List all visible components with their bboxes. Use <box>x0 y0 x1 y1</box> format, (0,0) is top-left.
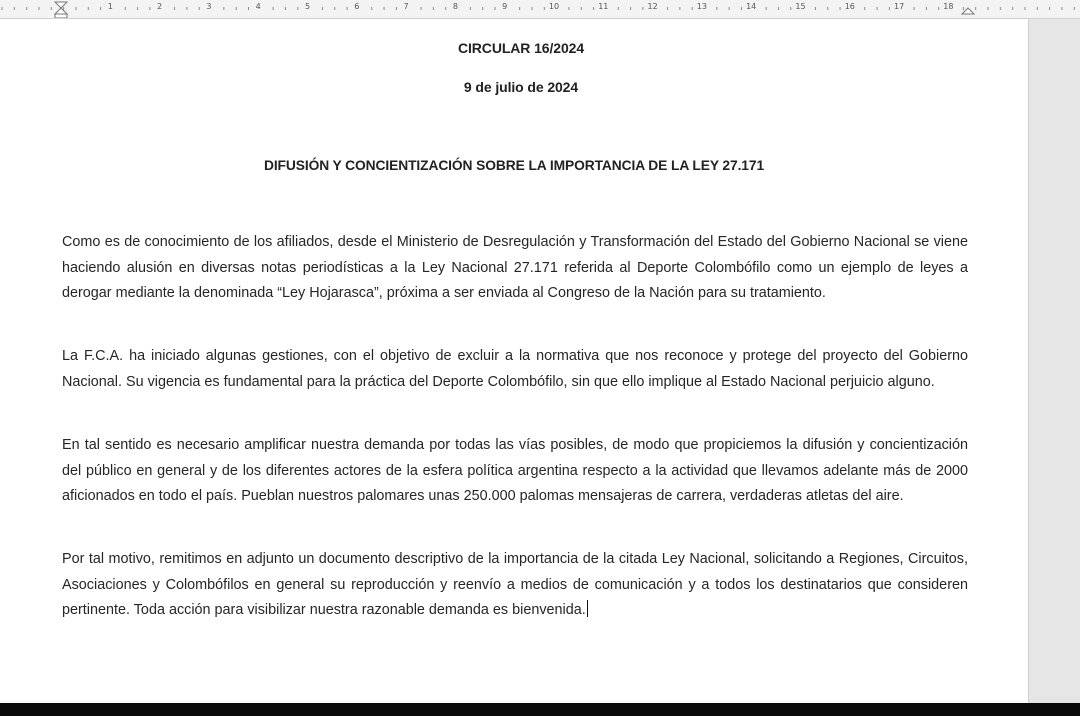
ruler-number: 7 <box>403 2 409 11</box>
paragraph-4[interactable] <box>62 547 968 624</box>
ruler-number: 8 <box>452 2 458 11</box>
paragraph-3[interactable]: En tal sentido es necesario amplificar nuestra demanda por todas las vías posibles, de modo que propiciemos la difusión y concientización del público en general y de los diferentes actores de la esfera política argentina respecto a la actividad que llevamos adelante más de 2000 aficionados en todo el país. Pueblan nuestros palomares unas 250.000 palomas mensajeras de carrera, verdaderas atletas del aire. <box>62 437 968 505</box>
paragraph-4-text: Por tal motivo, remitimos en adjunto un documento descriptivo de la importancia de la citada Ley Nacional, solicitando a Regiones, Circuitos, Asociaciones y Colombófilos en general su reproducción y reenvío a medios de comunicación y a todos los destinatarios que consideren pertinente. Toda acción para visibilizar nuestra razonable demanda es bienvenida. <box>62 551 968 619</box>
horizontal-ruler[interactable] <box>0 0 1080 19</box>
left-indent-box <box>55 14 67 18</box>
ruler-number: 17 <box>894 2 905 11</box>
document-page[interactable] <box>0 19 1029 703</box>
document-canvas <box>0 19 1080 703</box>
ruler-number: 15 <box>795 2 806 11</box>
document-title[interactable]: DIFUSIÓN Y CONCIENTIZACIÓN SOBRE LA IMPORTANCIA DE LA LEY 27.171 <box>263 158 765 173</box>
bottom-edge <box>0 703 1080 716</box>
ruler-number: 9 <box>502 2 508 11</box>
text-cursor <box>587 600 588 617</box>
ruler-number: 14 <box>746 2 757 11</box>
ruler-number: 16 <box>844 2 855 11</box>
paragraph-2[interactable]: La F.C.A. ha iniciado algunas gestiones, con el objetivo de excluir a la normativa que nos reconoce y protege del proyecto del Gobierno Nacional. Su vigencia es fundamental para la práctica del Deporte Colombófilo, sin que ello implique al Estado Nacional perjuicio alguno. <box>62 348 968 390</box>
circular-date[interactable]: 9 de julio de 2024 <box>463 79 579 95</box>
ruler-number: 1 <box>107 2 113 11</box>
ruler-number: 5 <box>304 2 311 11</box>
ruler-number: 3 <box>206 2 212 11</box>
left-indent-marker <box>55 2 67 14</box>
ruler-number: 4 <box>255 2 261 11</box>
ruler-number: 11 <box>598 2 609 11</box>
ruler-number: 10 <box>548 2 560 11</box>
ruler-number: 2 <box>157 2 163 11</box>
circular-number[interactable]: CIRCULAR 16/2024 <box>458 40 584 56</box>
ruler-number: 12 <box>647 2 658 11</box>
ruler-number: 6 <box>354 2 360 11</box>
paragraph-1[interactable]: Como es de conocimiento de los afiliados, desde el Ministerio de Desregulación y Transformación del Estado del Gobierno Nacional se viene haciendo alusión en diversas notas periodísticas a la Ley Nacional 27.171 referida al Deporte Colombófilo como un ejemplo de leyes a derogar mediante la denominada “Ley Hojarasca”, próxima a ser enviada al Congreso de la Nación para su tratamiento. <box>62 234 968 302</box>
ruler-number: 18 <box>943 2 954 11</box>
ruler-number: 13 <box>696 2 707 11</box>
